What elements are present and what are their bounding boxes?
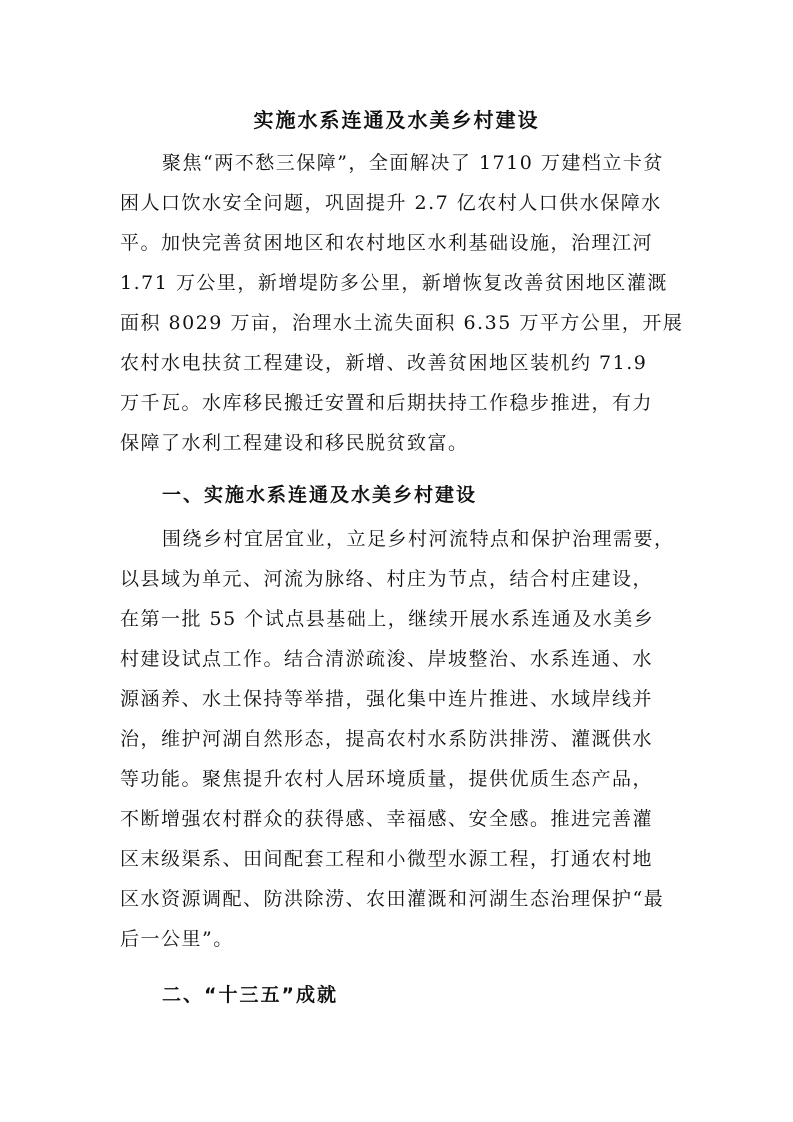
paragraph-line: 后一公里”。 <box>120 928 234 950</box>
paragraph-line: 万千瓦。水库移民搬迁安置和后期扶持工作稳步推进，有力 <box>120 392 654 414</box>
paragraph-line: 治，维护河湖自然形态，提高农村水系防洪排涝、灌溉供水 <box>120 728 654 750</box>
document-title: 实施水系连通及水美乡村建设 <box>253 108 540 132</box>
paragraph-line: 区水资源调配、防洪除涝、农田灌溉和河湖生态治理保护“最 <box>120 888 665 910</box>
paragraph-line: 源涵养、水土保持等举措，强化集中连片推进、水域岸线并 <box>120 688 654 710</box>
paragraph-line: 1.71 万公里，新增堤防多公里，新增恢复改善贫困地区灌溉 <box>120 272 668 294</box>
paragraph-line: 在第一批 55 个试点县基础上，继续开展水系连通及水美乡 <box>120 608 655 630</box>
paragraph-line: 聚焦“两不愁三保障”，全面解决了 1710 万建档立卡贫 <box>162 152 664 174</box>
section-heading: 一、实施水系连通及水美乡村建设 <box>162 484 478 506</box>
paragraph-line: 困人口饮水安全问题，巩固提升 2.7 亿农村人口供水保障水 <box>120 192 662 214</box>
paragraph-line: 以县域为单元、河流为脉络、村庄为节点，结合村庄建设， <box>120 568 654 590</box>
paragraph-line: 农村水电扶贫工程建设，新增、改善贫困地区装机约 71.9 <box>120 352 648 374</box>
paragraph-line: 面积 8029 万亩，治理水土流失面积 6.35 万平方公里，开展 <box>120 312 684 334</box>
paragraph-line: 等功能。聚焦提升农村人居环境质量，提供优质生态产品， <box>120 768 654 790</box>
paragraph-line: 围绕乡村宜居宜业，立足乡村河流特点和保护治理需要， <box>162 528 675 550</box>
section-heading: 二、“十三五”成就 <box>162 984 338 1006</box>
paragraph-line: 保障了水利工程建设和移民脱贫致富。 <box>120 432 469 454</box>
paragraph-line: 平。加快完善贫困地区和农村地区水利基础设施，治理江河 <box>120 232 654 254</box>
paragraph-line: 村建设试点工作。结合清淤疏浚、岸坡整治、水系连通、水 <box>120 648 654 670</box>
paragraph-line: 区末级渠系、田间配套工程和小微型水源工程，打通农村地 <box>120 848 654 870</box>
paragraph-line: 不断增强农村群众的获得感、幸福感、安全感。推进完善灌 <box>120 808 654 830</box>
